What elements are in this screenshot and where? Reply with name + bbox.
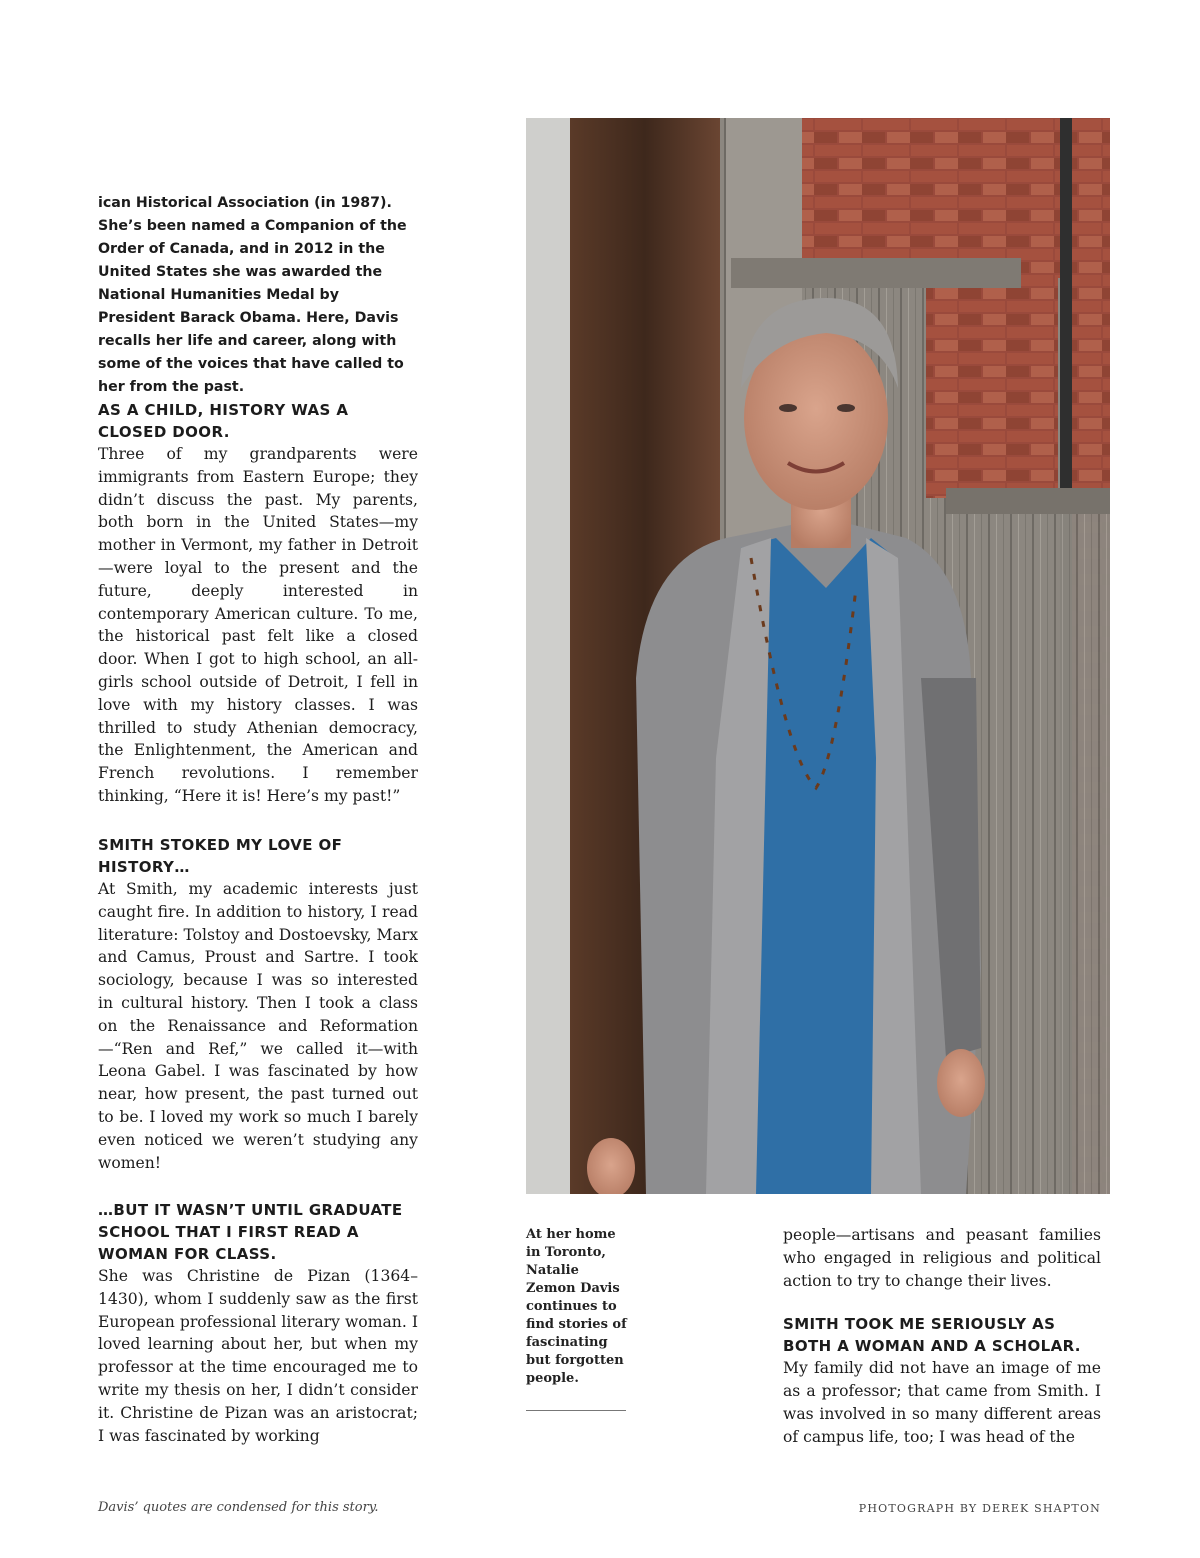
- footer-note: Davis’ quotes are condensed for this story.: [98, 1500, 379, 1515]
- section-heading: AS A CHILD, HISTORY WAS A CLOSED DOOR.: [98, 401, 349, 441]
- intro-text: ican Historical Association (in 1987). She’s been named a Companion of the Order of Canada, and in 2012 in the United States she was awarded the National Humanities Medal by President Barack Obama. Here, Davis recalls her life and career, along with some of the voices that have called to her from the past.: [98, 195, 407, 395]
- continuation-text: people—artisans and peasant families who engaged in religious and political action to try to change their lives.: [783, 1226, 1101, 1290]
- section-body: At Smith, my academic interests just caught fire. In addition to history, I read literature: Tolstoy and Dostoevsky, Marx and Camus, Proust and Sartre. I took sociology, because I was so interested in cultural history. Then I took a class on the Renaissance and Reformation—“Ren and Ref,” we called it—with Leona Gabel. I was fascinated by how near, how present, the past turned out to be. I loved my work so much I barely even noticed we weren’t studying any women!: [98, 880, 418, 1172]
- column-three: [783, 1224, 1101, 1449]
- section-heading: SMITH STOKED MY LOVE OF HISTORY…: [98, 836, 343, 876]
- caption-divider: [526, 1410, 626, 1411]
- photo-credit: PHOTOGRAPH BY DEREK SHAPTON: [858, 1502, 1101, 1515]
- section-body: Three of my grandparents were immigrants from Eastern Europe; they didn’t discuss the past. My parents, both born in the United States—my mother in Vermont, my father in Detroit—were loyal to the present and the future, deeply interested in contemporary American culture. To me, the historical past felt like a closed door. When I got to high school, an all-girls school outside of Detroit, I fell in love with my history classes. I was thrilled to study Athenian democracy, the Enlightenment, the American and French revolutions. I remember thinking, “Here it is! Here’s my past!”: [98, 445, 418, 805]
- section-smith: [98, 834, 418, 1174]
- section-body: My family did not have an image of me as a professor; that came from Smith. I was involved in so many different areas of campus life, too; I was head of the: [783, 1359, 1101, 1446]
- photo-caption: At her home in Toronto, Natalie Zemon Davis continues to find stories of fascinating but forgotten people.: [526, 1227, 627, 1386]
- section-heading: …BUT IT WASN’T UNTIL GRADUATE SCHOOL THAT I FIRST READ A WOMAN FOR CLASS.: [98, 1201, 403, 1263]
- section-heading: SMITH TOOK ME SERIOUSLY AS BOTH A WOMAN AND A SCHOLAR.: [783, 1315, 1081, 1356]
- section-body: She was Christine de Pizan (1364–1430), whom I suddenly saw as the first European professional literary woman. I loved learning about her, but when my professor at the time encouraged me to write my thesis on her, I didn’t consider it. Christine de Pizan was an aristocrat; I was fascinated by working: [98, 1267, 418, 1445]
- portrait-photo: [526, 118, 1110, 1194]
- section-childhood: [98, 399, 418, 808]
- section-graduate: [98, 1199, 418, 1447]
- intro-paragraph: [98, 192, 420, 399]
- portrait-illustration: [526, 118, 1110, 1194]
